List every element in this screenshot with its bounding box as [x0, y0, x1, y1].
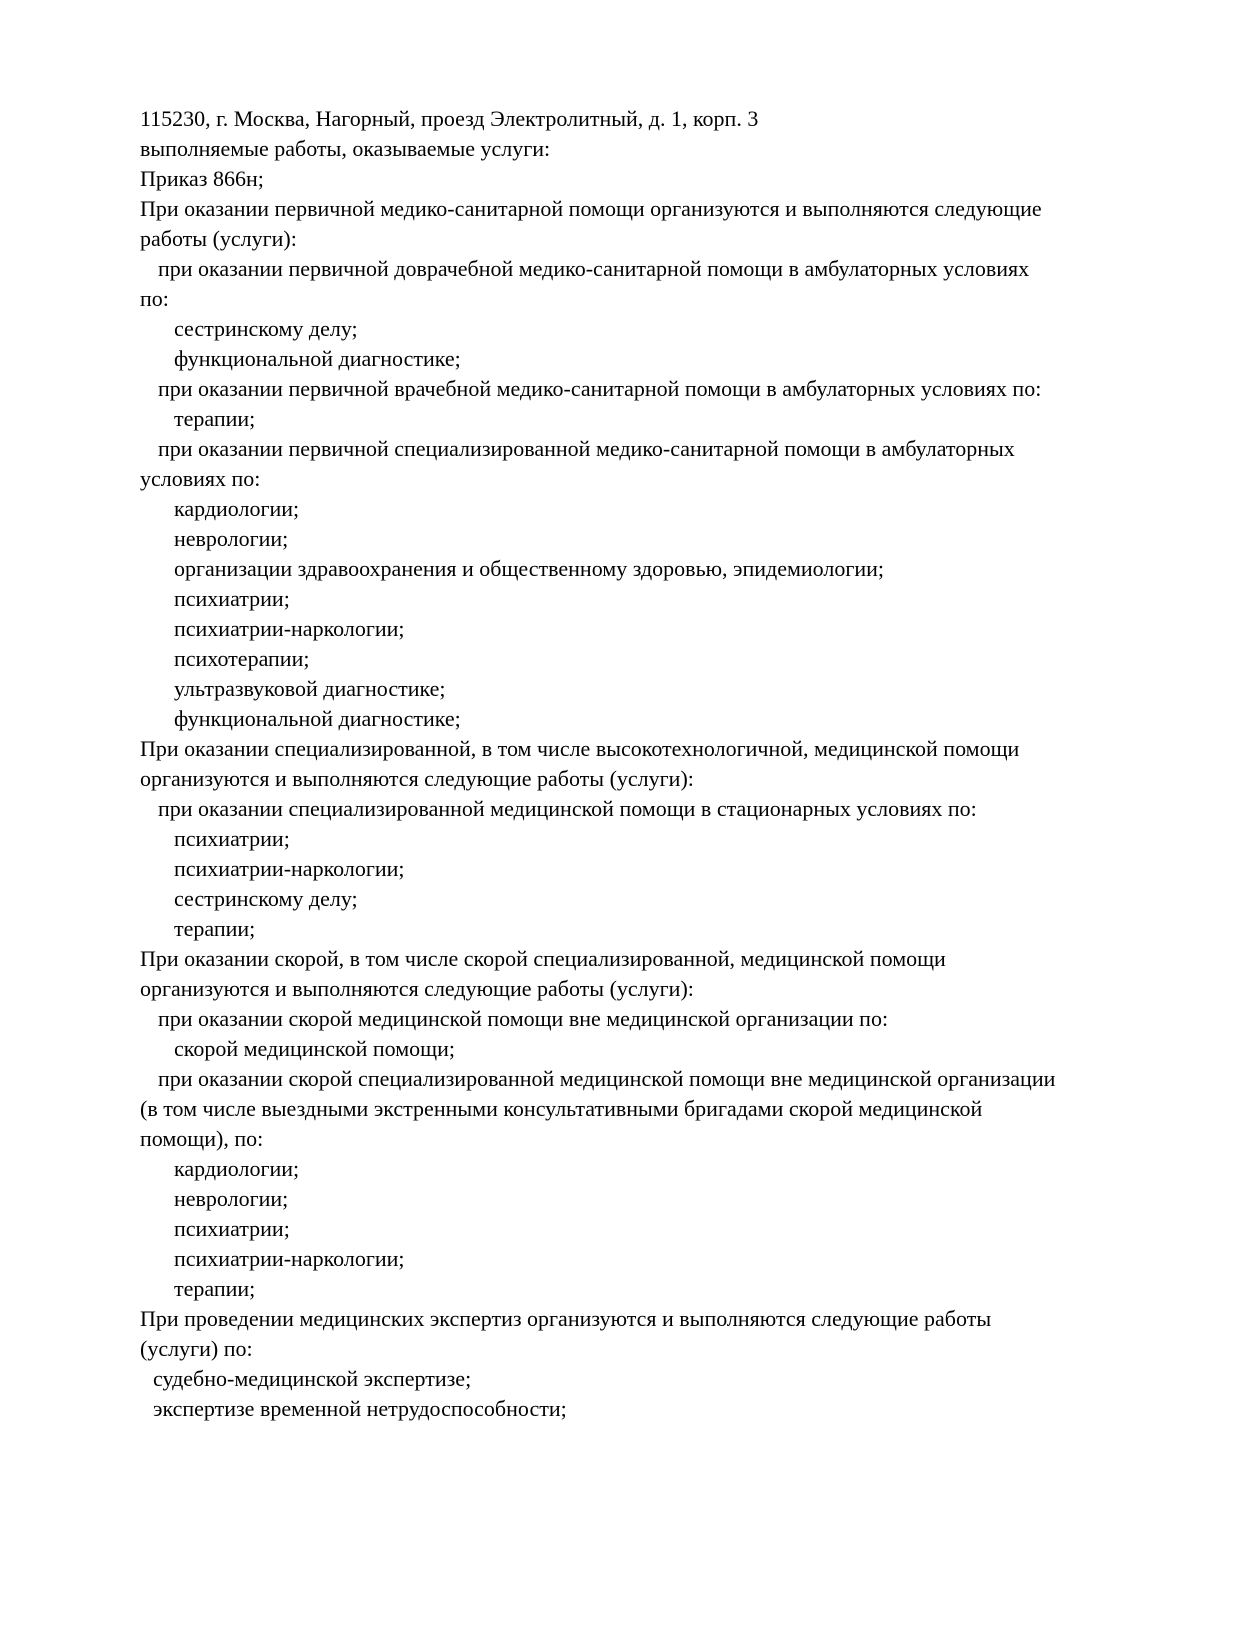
document-line: при оказании специализированной медицинской помощи в стационарных условиях по: — [158, 796, 977, 821]
document-line: неврологии; — [174, 526, 289, 551]
document-line: 115230, г. Москва, Нагорный, проезд Электролитный, д. 1, корп. 3 — [140, 106, 759, 131]
document-line: ультразвуковой диагностике; — [174, 676, 446, 701]
document-line: неврологии; — [174, 1186, 289, 1211]
document-line: при оказании первичной доврачебной медико-санитарной помощи в амбулаторных условиях — [158, 256, 1030, 281]
document-line: судебно-медицинской экспертизе; — [153, 1366, 472, 1391]
document-line: терапии; — [174, 1276, 256, 1301]
document-line: организации здравоохранения и общественному здоровью, эпидемиологии; — [174, 556, 885, 581]
document-line: при оказании первичной специализированной медико-санитарной помощи в амбулаторных — [158, 436, 1015, 461]
document-line: экспертизе временной нетрудоспособности; — [153, 1396, 567, 1421]
document-line: При проведении медицинских экспертиз организуются и выполняются следующие работы — [140, 1306, 992, 1331]
document-line: сестринскому делу; — [174, 886, 358, 911]
document-line: при оказании скорой специализированной медицинской помощи вне медицинской организации — [158, 1066, 1056, 1091]
document-line: (в том числе выездными экстренными консультативными бригадами скорой медицинской — [140, 1096, 983, 1121]
document-line: при оказании первичной врачебной медико-санитарной помощи в амбулаторных условиях по: — [158, 376, 1042, 401]
document-line: функциональной диагностике; — [174, 706, 461, 731]
document-line: при оказании скорой медицинской помощи вне медицинской организации по: — [158, 1006, 889, 1031]
document-line: психиатрии-наркологии; — [174, 856, 405, 881]
document-line: психиатрии; — [174, 586, 290, 611]
document-line: сестринскому делу; — [174, 316, 358, 341]
document-line: При оказании скорой, в том числе скорой специализированной, медицинской помощи — [140, 946, 946, 971]
document-line: функциональной диагностике; — [174, 346, 461, 371]
document-line: (услуги) по: — [140, 1336, 253, 1361]
document-line: работы (услуги): — [140, 226, 297, 251]
document-line: Приказ 866н; — [140, 166, 264, 191]
document-line: психиатрии-наркологии; — [174, 616, 405, 641]
document-line: психотерапии; — [174, 646, 310, 671]
document-line: организуются и выполняются следующие работы (услуги): — [140, 976, 694, 1001]
document-body — [140, 104, 1175, 1424]
document-line: организуются и выполняются следующие работы (услуги): — [140, 766, 694, 791]
document-line: кардиологии; — [174, 496, 300, 521]
document-line: терапии; — [174, 916, 256, 941]
document-line: по: — [140, 286, 169, 311]
document-line: помощи), по: — [140, 1126, 264, 1151]
document-line: терапии; — [174, 406, 256, 431]
document-line: скорой медицинской помощи; — [174, 1036, 456, 1061]
document-line: психиатрии-наркологии; — [174, 1246, 405, 1271]
document-line: психиатрии; — [174, 826, 290, 851]
document-line: кардиологии; — [174, 1156, 300, 1181]
document-line: психиатрии; — [174, 1216, 290, 1241]
document-line: выполняемые работы, оказываемые услуги: — [140, 136, 551, 161]
document-line: При оказании специализированной, в том числе высокотехнологичной, медицинской помощи — [140, 736, 1020, 761]
document-line: При оказании первичной медико-санитарной помощи организуются и выполняются следующие — [140, 196, 1042, 221]
document-line: условиях по: — [140, 466, 261, 491]
